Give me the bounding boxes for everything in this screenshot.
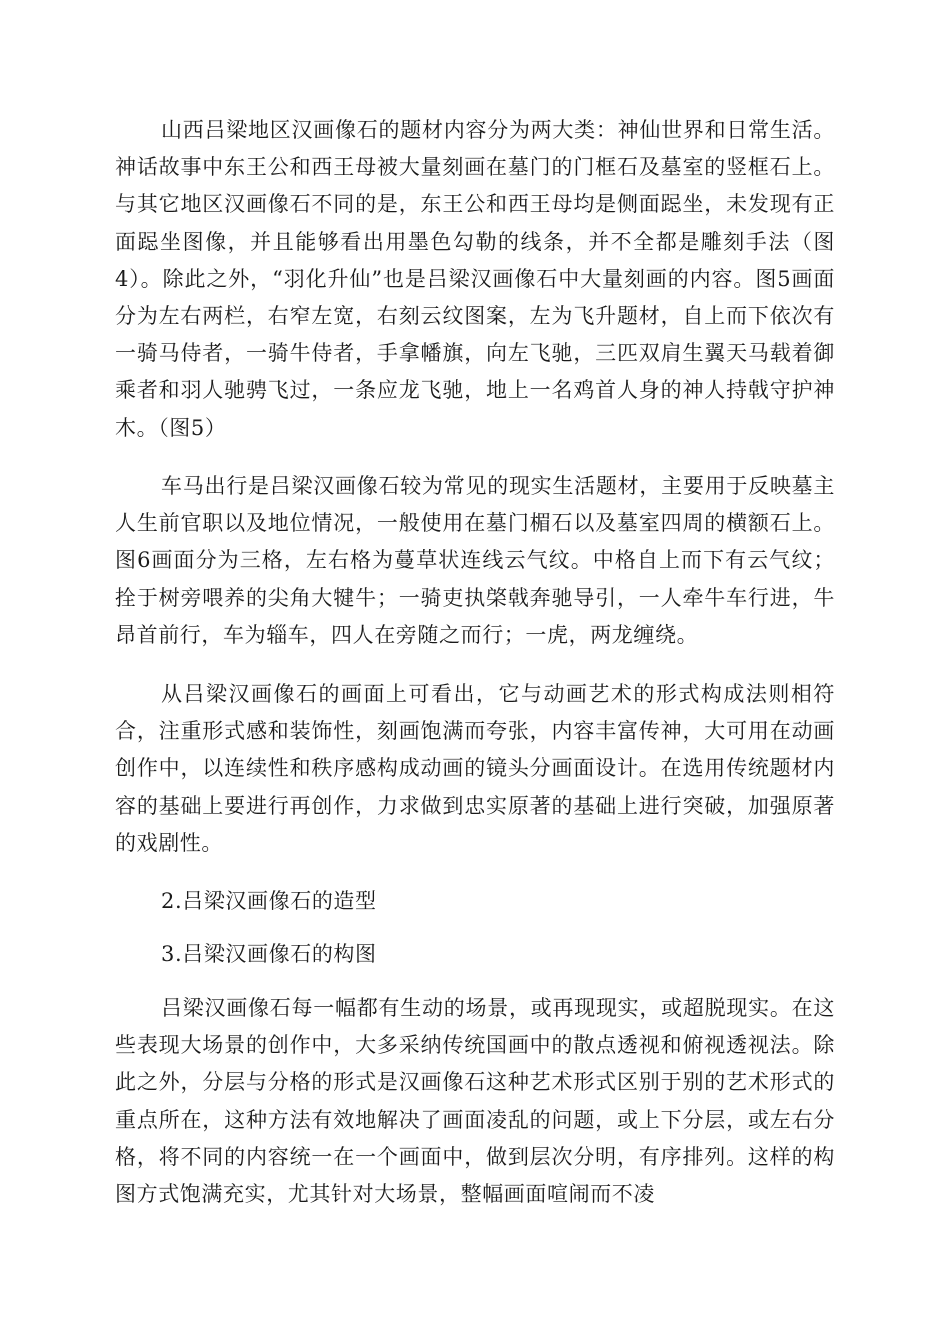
paragraph-chariot-procession: 车马出行是吕梁汉画像石较为常见的现实生活题材，主要用于反映墓主人生前官职以及地位情况，一般使用在墓门楣石以及墓室四周的横额石上。图6画面分为三格，左右格为蔓草状连线云气纹。中格自上而下有云气纹；拴于树旁喂养的尖角大犍牛；一骑吏执棨戟奔驰导引，一人牵牛车行进，牛昂首前行，车为辎车，四人在旁随之而行；一虎，两龙缠绕。 [115,474,835,647]
section-heading-composition: 3.吕梁汉画像石的构图 [161,942,377,966]
paragraph-composition: 吕梁汉画像石每一幅都有生动的场景，或再现现实，或超脱现实。在这些表现大场景的创作中，大多采纳传统国画中的散点透视和俯视透视法。除此之外，分层与分格的形式是汉画像石这种艺术形式区别于别的艺术形式的重点所在，这种方法有效地解决了画面凌乱的问题，或上下分层，或左右分格，将不同的内容统一在一个画面中，做到层次分明，有序排列。这样的构图方式饱满充实，尤其针对大场景，整幅画面喧闹而不凌 [115,996,835,1207]
paragraph-animation-principles: 从吕梁汉画像石的画面上可看出，它与动画艺术的形式构成法则相符合，注重形式感和装饰性，刻画饱满而夸张，内容丰富传神，大可用在动画创作中，以连续性和秩序感构成动画的镜头分画面设计。在选用传统题材内容的基础上要进行再创作，力求做到忠实原著的基础上进行突破，加强原著的戏剧性。 [115,682,835,855]
section-heading-modeling: 2.吕梁汉画像石的造型 [161,889,377,913]
paragraph-themes: 山西吕梁地区汉画像石的题材内容分为两大类：神仙世界和日常生活。神话故事中东王公和西王母被大量刻画在墓门的门框石及墓室的竖框石上。与其它地区汉画像石不同的是，东王公和西王母均是侧面跽坐，未发现有正面跽坐图像，并且能够看出用墨色勾勒的线条，并不全都是雕刻手法（图4）。除此之外，“羽化升仙”也是吕梁汉画像石中大量刻画的内容。图5画面分为左右两栏，右窄左宽，右刻云纹图案，左为飞升题材，自上而下依次有一骑马侍者，一骑牛侍者，手拿幡旗，向左飞驰，三匹双肩生翼天马载着御乘者和羽人驰骋飞过，一条应龙飞驰，地上一名鸡首人身的神人持戟守护神木。（图5） [115,118,835,440]
